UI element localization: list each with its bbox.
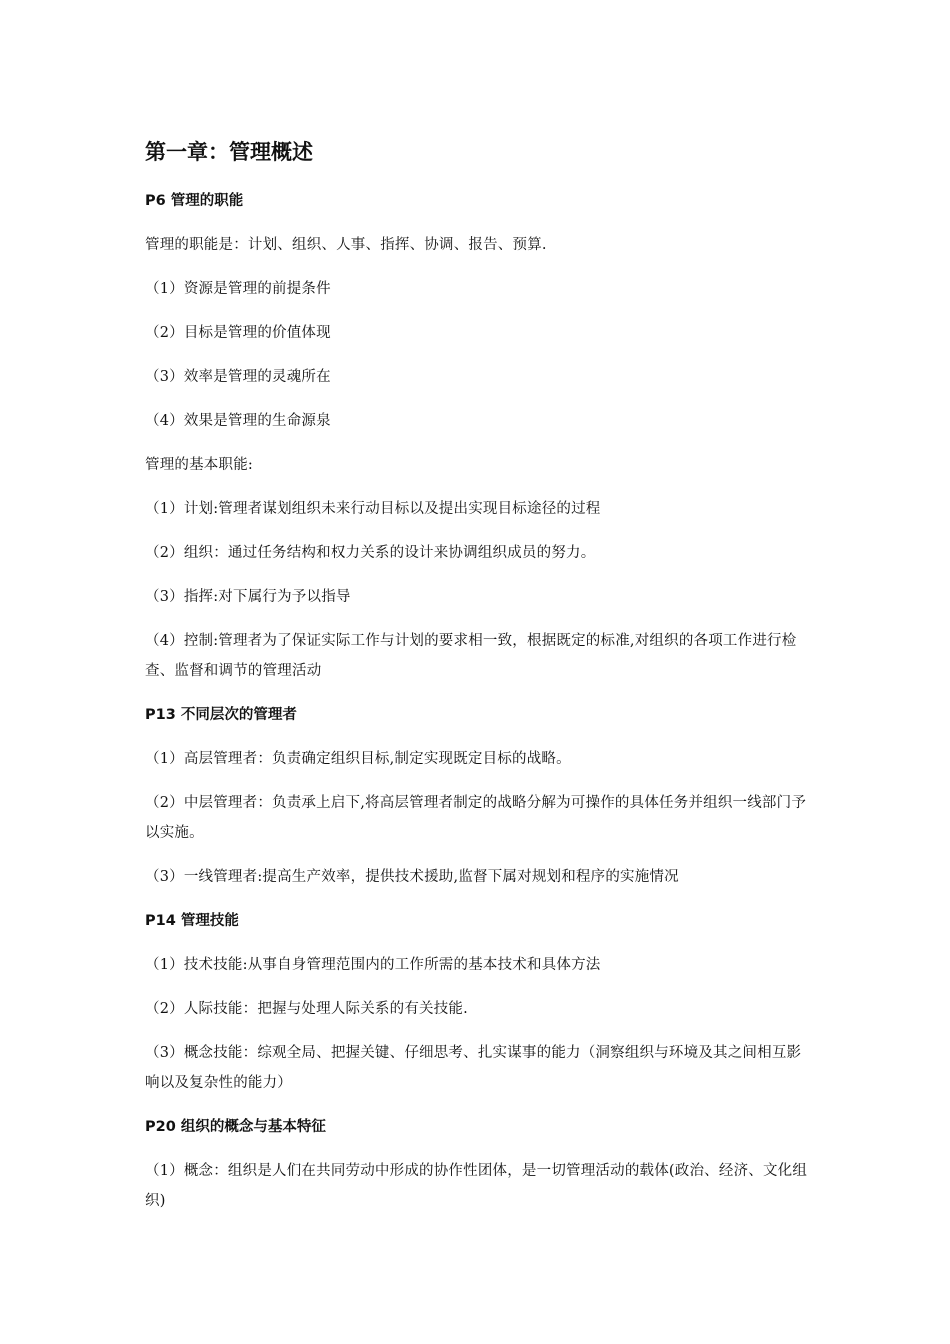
paragraph: （3）指挥:对下属行为予以指导 (145, 589, 351, 605)
paragraph: （2）目标是管理的价值体现 (145, 325, 331, 341)
paragraph: （1）资源是管理的前提条件 (145, 281, 331, 297)
document-page (145, 132, 810, 1230)
section-management-skills (145, 906, 810, 1098)
paragraph: 管理的职能是：计划、组织、人事、指挥、协调、报告、预算. (145, 237, 547, 253)
paragraph: 管理的基本职能: (145, 457, 253, 473)
paragraph: （3）效率是管理的灵魂所在 (145, 369, 331, 385)
paragraph: （1）技术技能:从事自身管理范围内的工作所需的基本技术和具体方法 (145, 957, 601, 973)
section-heading: P13 不同层次的管理者 (145, 707, 297, 723)
paragraph: （2）组织：通过任务结构和权力关系的设计来协调组织成员的努力。 (145, 545, 596, 561)
paragraph: （4）效果是管理的生命源泉 (145, 413, 331, 429)
paragraph: （1）概念：组织是人们在共同劳动中形成的协作性团体，是一切管理活动的载体(政治、经济、文化组织) (145, 1163, 808, 1209)
paragraph: （1）计划:管理者谋划组织未来行动目标以及提出实现目标途径的过程 (145, 501, 601, 517)
section-organization-concept (145, 1112, 810, 1216)
section-heading: P14 管理技能 (145, 913, 239, 929)
section-heading: P20 组织的概念与基本特征 (145, 1119, 326, 1135)
paragraph: （3）概念技能：综观全局、把握关键、仔细思考、扎实谋事的能力（洞察组织与环境及其之间相互影响以及复杂性的能力） (145, 1045, 802, 1091)
paragraph: （3）一线管理者:提高生产效率，提供技术援助,监督下属对规划和程序的实施情况 (145, 869, 679, 885)
section-manager-levels (145, 700, 810, 892)
paragraph: （2）人际技能：把握与处理人际关系的有关技能. (145, 1001, 468, 1017)
paragraph: （4）控制:管理者为了保证实际工作与计划的要求相一致，根据既定的标准,对组织的各项工作进行检查、监督和调节的管理活动 (145, 633, 797, 679)
section-heading: P6 管理的职能 (145, 193, 244, 209)
paragraph: （2）中层管理者：负责承上启下,将高层管理者制定的战略分解为可操作的具体任务并组织一线部门予以实施。 (145, 795, 807, 841)
chapter-title: 第一章：管理概述 (145, 140, 313, 164)
section-management-functions (145, 186, 810, 686)
paragraph: （1）高层管理者：负责确定组织目标,制定实现既定目标的战略。 (145, 751, 571, 767)
